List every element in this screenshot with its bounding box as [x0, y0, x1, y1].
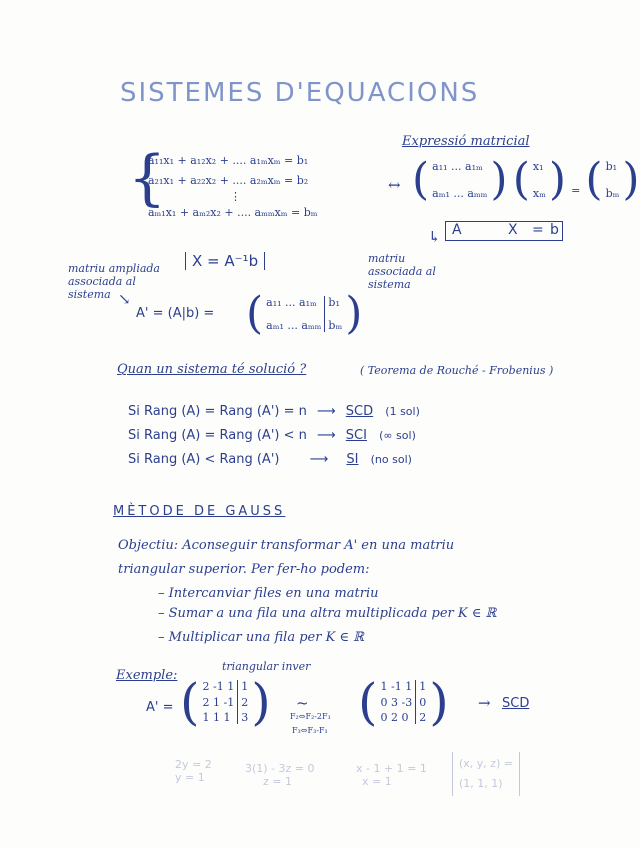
- bullet-2: – Sumar a una fila una altra multiplicada per K ∈ ℝ: [158, 606, 497, 621]
- example-matrix-2: ( 1 -1 1 0 3 -3 0 2 0 1 0 2 ): [358, 673, 449, 731]
- axb-pointer-icon: ↳: [428, 228, 441, 246]
- faint-3b: x = 1: [362, 775, 392, 788]
- m2-row-1: 1 -1 1: [380, 680, 413, 693]
- rank-rule-2: [128, 428, 416, 443]
- faint-col-4: [452, 752, 520, 796]
- faint-4b: (1, 1, 1): [459, 777, 503, 790]
- example-tilde: ~: [296, 694, 309, 712]
- bullet-1-text: Intercanviar files en una matriu: [168, 586, 379, 601]
- rank-rule-1-arrow: ⟶: [317, 404, 336, 419]
- bullet-2-text: Sumar a una fila una altra multiplicada per K ∈ ℝ: [168, 606, 497, 621]
- rank-rule-2-result: SCI: [345, 428, 367, 443]
- equiv-arrow: ↔: [388, 176, 401, 194]
- axb-box: [445, 221, 563, 241]
- rank-rule-1: [128, 404, 420, 419]
- faint-1b: y = 1: [175, 771, 205, 784]
- example-result: SCD: [502, 696, 530, 711]
- rank-rule-2-arrow: ⟶: [317, 428, 336, 443]
- faint-4a: (x, y, z) =: [459, 757, 514, 770]
- example-matrix-1: ( 2 -1 1 2 1 -1 1 1 1 1 2 3 ): [180, 673, 271, 731]
- m1-row-2: 2 1 -1: [202, 695, 235, 709]
- system-row-2: a₂₁x₁ + a₂₂x₂ + .... a₂ₘxₘ = b₂: [148, 174, 309, 187]
- matrix-X-bottom: xₘ: [532, 187, 546, 200]
- bullet-1: – Intercanviar files en una matriu: [158, 586, 379, 601]
- m1-b-3: 3: [241, 711, 249, 724]
- m1-b-1: 1: [241, 680, 249, 693]
- matrix-form: [412, 154, 640, 205]
- ampliada-matrix: ( a₁₁ ... a₁ₘ aₘ₁ ... aₘₘ b₁ bₘ ): [246, 288, 363, 339]
- bullet-3-text: Multiplicar una fila per K ∈ ℝ: [168, 630, 364, 645]
- matrix-B-bottom: bₘ: [605, 187, 620, 200]
- rank-rule-3-result: SI: [346, 452, 359, 467]
- example-annotation: triangular inver: [222, 660, 311, 673]
- page-title: SISTEMES D'EQUACIONS: [120, 78, 480, 108]
- rank-rule-3-cond: Si Rang (A) < Rang (A'): [128, 452, 280, 467]
- system-row-1: a₁₁x₁ + a₁₂x₂ + .... a₁ₘxₘ = b₁: [148, 154, 309, 167]
- system-brace: {: [128, 143, 167, 213]
- faint-2b: z = 1: [263, 775, 292, 788]
- m2-b-2: 0: [419, 695, 427, 709]
- matrix-B: ( b₁ bₘ ): [585, 154, 640, 205]
- m1-row-1: 2 -1 1: [202, 680, 235, 693]
- expressio-label: Expressió matricial: [402, 134, 530, 149]
- example-label: Exemple:: [116, 668, 178, 683]
- faint-3a: x - 1 + 1 = 1: [356, 762, 427, 775]
- rank-rule-3-arrow: ⟶: [309, 452, 329, 467]
- axb-A: A: [452, 222, 462, 238]
- objectiu-line-2: triangular superior. Per fer-ho podem:: [118, 562, 370, 577]
- objectiu-line-1: Objectiu: Aconseguir transformar A' en una matriu: [118, 538, 455, 553]
- m2-row-3: 0 2 0: [380, 711, 409, 724]
- matrix-A-bottom: aₘ₁ ... aₘₘ: [432, 187, 488, 200]
- m1-b-2: 2: [241, 695, 249, 709]
- axb-b: b: [550, 222, 559, 238]
- system-row-m: aₘ₁x₁ + aₘ₂x₂ + .... aₘₘxₘ = bₘ: [148, 206, 318, 219]
- matrix-equals: =: [571, 184, 581, 197]
- rank-rule-3-note: (no sol): [370, 453, 412, 466]
- example-op-1: F₂⇔F₂-2F₁: [290, 712, 331, 721]
- matrix-A-top: a₁₁ ... a₁ₘ: [432, 160, 483, 173]
- rank-rule-1-result: SCD: [345, 404, 374, 419]
- faint-col-1: [175, 758, 212, 784]
- m2-b-3: 2: [419, 711, 427, 724]
- matrix-X: ( x₁ xₘ ): [512, 154, 566, 205]
- gauss-title: MÈTODE DE GAUSS: [113, 504, 286, 519]
- axb-eq: =: [532, 222, 544, 238]
- theorem-label: ( Teorema de Rouché - Frobenius ): [360, 364, 554, 377]
- faint-1a: 2y = 2: [175, 758, 212, 771]
- faint-2a: 3(1) - 3z = 0: [245, 762, 315, 775]
- matrix-X-top: x₁: [532, 160, 544, 173]
- faint-col-3: [356, 762, 427, 788]
- rank-rule-1-note: (1 sol): [385, 405, 420, 418]
- bullet-3: – Multiplicar una fila per K ∈ ℝ: [158, 630, 364, 645]
- system-row-dots: ⋮: [230, 190, 241, 203]
- ampliada-row-1: a₁₁ ... a₁ₘ: [266, 296, 317, 309]
- m2-b-1: 1: [419, 680, 427, 693]
- axb-X: X: [508, 222, 518, 238]
- matrix-A: ( a₁₁ ... a₁ₘ aₘ₁ ... aₘₘ ): [412, 154, 508, 205]
- m1-row-3: 1 1 1: [202, 711, 231, 724]
- ampliada-row-2: aₘ₁ ... aₘₘ: [266, 319, 322, 332]
- ampliada-b2: bₘ: [328, 319, 343, 332]
- m2-row-2: 0 3 -3: [380, 695, 413, 709]
- ampliada-lhs: A' = (A|b) =: [136, 306, 215, 321]
- example-arrow: →: [478, 694, 491, 712]
- rank-rule-1-cond: Si Rang (A) = Rang (A') = n: [128, 404, 307, 419]
- solution-question: Quan un sistema té solució ?: [117, 362, 307, 377]
- matriu-associada-label: matriu associada al sistema: [368, 252, 436, 291]
- rank-rule-2-note: (∞ sol): [379, 429, 416, 442]
- ampliada-b1: b₁: [328, 296, 340, 309]
- example-lhs: A' =: [146, 700, 174, 715]
- example-op-2: F₃⇔F₃-F₁: [292, 726, 328, 735]
- matriu-ampliada-label: matriu ampliada associada al sistema: [68, 262, 160, 301]
- ampliada-arrow-icon: ↘: [118, 290, 131, 308]
- rank-rule-3: [128, 452, 412, 467]
- rank-rule-2-cond: Si Rang (A) = Rang (A') < n: [128, 428, 307, 443]
- faint-col-2: [245, 762, 315, 788]
- inverse-formula: X = A⁻¹b: [185, 252, 265, 270]
- matrix-B-top: b₁: [605, 160, 618, 173]
